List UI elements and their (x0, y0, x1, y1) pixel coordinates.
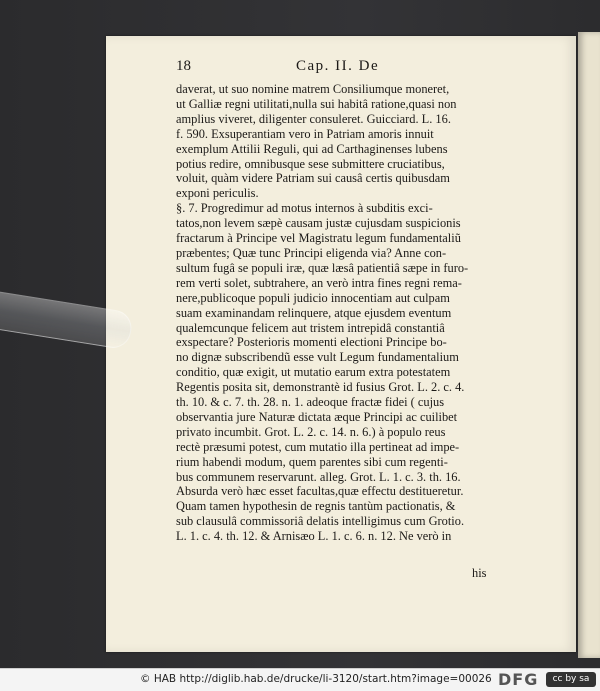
text-line: conditio, quæ exigit, ut mutatio earum extra potestatem (176, 365, 451, 380)
text-line: exponi periculis. (176, 186, 259, 201)
text-line: rium habendi modum, quem parentes sibi cum regenti- (176, 454, 448, 469)
text-line: Regentis posita sit, demonstrantè id fusius Grot. L. 2. c. 4. (176, 380, 465, 395)
text-line: suam examinandam relinquere, atque ejusdem eventum (176, 305, 452, 320)
text-line: amplius viveret, diligenter consuleret. Guicciard. L. 16. (176, 111, 451, 126)
running-head-title: Cap. II. De (296, 58, 380, 74)
viewer-footer (0, 668, 600, 691)
license-badge[interactable]: cc by sa (546, 672, 596, 687)
text-line: bus communem reservarunt. alleg. Grot. L. 1. c. 3. th. 16. (176, 469, 461, 484)
text-line: no dignæ subscribendũ esse vult Legum fundamentalium (176, 350, 459, 365)
text-line: rem verti solet, subtrahere, an verò intra fines regni rema- (176, 275, 462, 290)
text-line: fractarum à Principe vel Magistratu legum fundamentaliũ (176, 231, 461, 246)
text-line: rectè præsumi potest, cum mutatio illa pertineat ad impe- (176, 439, 460, 454)
text-line: f. 590. Exsuperantiam vero in Patriam amoris innuit (176, 126, 434, 141)
facing-page-edge (578, 32, 600, 658)
text-line: præbentes; Quæ tunc Principi eligenda via? Anne con- (176, 245, 447, 260)
page-text (176, 82, 499, 544)
text-line: th. 10. & c. 7. th. 28. n. 1. adeoque fractæ fidei ( cujus (176, 395, 445, 410)
text-line: voluit, quàm videre Patriam sui causâ certis quibusdam (176, 171, 450, 186)
text-line: nere,publicoque populi judicio innocentiam aut culpam (176, 290, 450, 305)
dfg-logo: DFG (498, 670, 539, 689)
text-line: Absurda verò hæc esset facultas,quæ effectu destitueretur. (176, 484, 464, 499)
text-line: exemplum Attilii Reguli, qui ad Carthaginenses lubens (176, 141, 448, 156)
text-line: daverat, ut suo nomine matrem Consiliumque moneret, (176, 82, 450, 96)
running-header (176, 58, 506, 76)
text-line: privato incumbit. Grot. L. 2. c. 14. n. 6.) à populo reus (176, 424, 446, 439)
text-line: ut Galliæ regni utilitati,nulla sui habitâ ratione,quasi non (176, 96, 457, 111)
catchword: his (472, 566, 487, 580)
text-line: sub clausulâ commissoriâ delatis intelligimus cum Grotio. (176, 514, 465, 529)
text-line: sultum fugâ se populi iræ, quæ læsâ patientiâ sæpe in furo- (176, 260, 469, 275)
text-line: §. 7. Progredimur ad motus internos à subditis exci- (176, 201, 433, 216)
text-line: exspectare? Posterioris momenti electioni Principe bo- (176, 335, 447, 350)
text-line: tatos,non levem sæpè causam justæ cujusdam suspicionis (176, 216, 461, 231)
page-number: 18 (176, 58, 191, 74)
text-line: potius redire, omnibusque sese submittere cruciatibus, (176, 156, 445, 171)
text-line: L. 1. c. 4. th. 12. & Arnisæo L. 1. c. 6. n. 12. Ne verò in (176, 529, 452, 544)
source-credit[interactable]: © HAB http://diglib.hab.de/drucke/li-3120/start.htm?image=00026 (140, 673, 492, 685)
text-line: qualemcunque felicem aut tristem intrepidâ constantiâ (176, 320, 445, 335)
text-line: observantia jure Naturæ dictata æque Principi ac cuilibet (176, 409, 458, 424)
text-line: Quam tamen hypothesin de regnis tantùm pactionatis, & (176, 499, 456, 514)
